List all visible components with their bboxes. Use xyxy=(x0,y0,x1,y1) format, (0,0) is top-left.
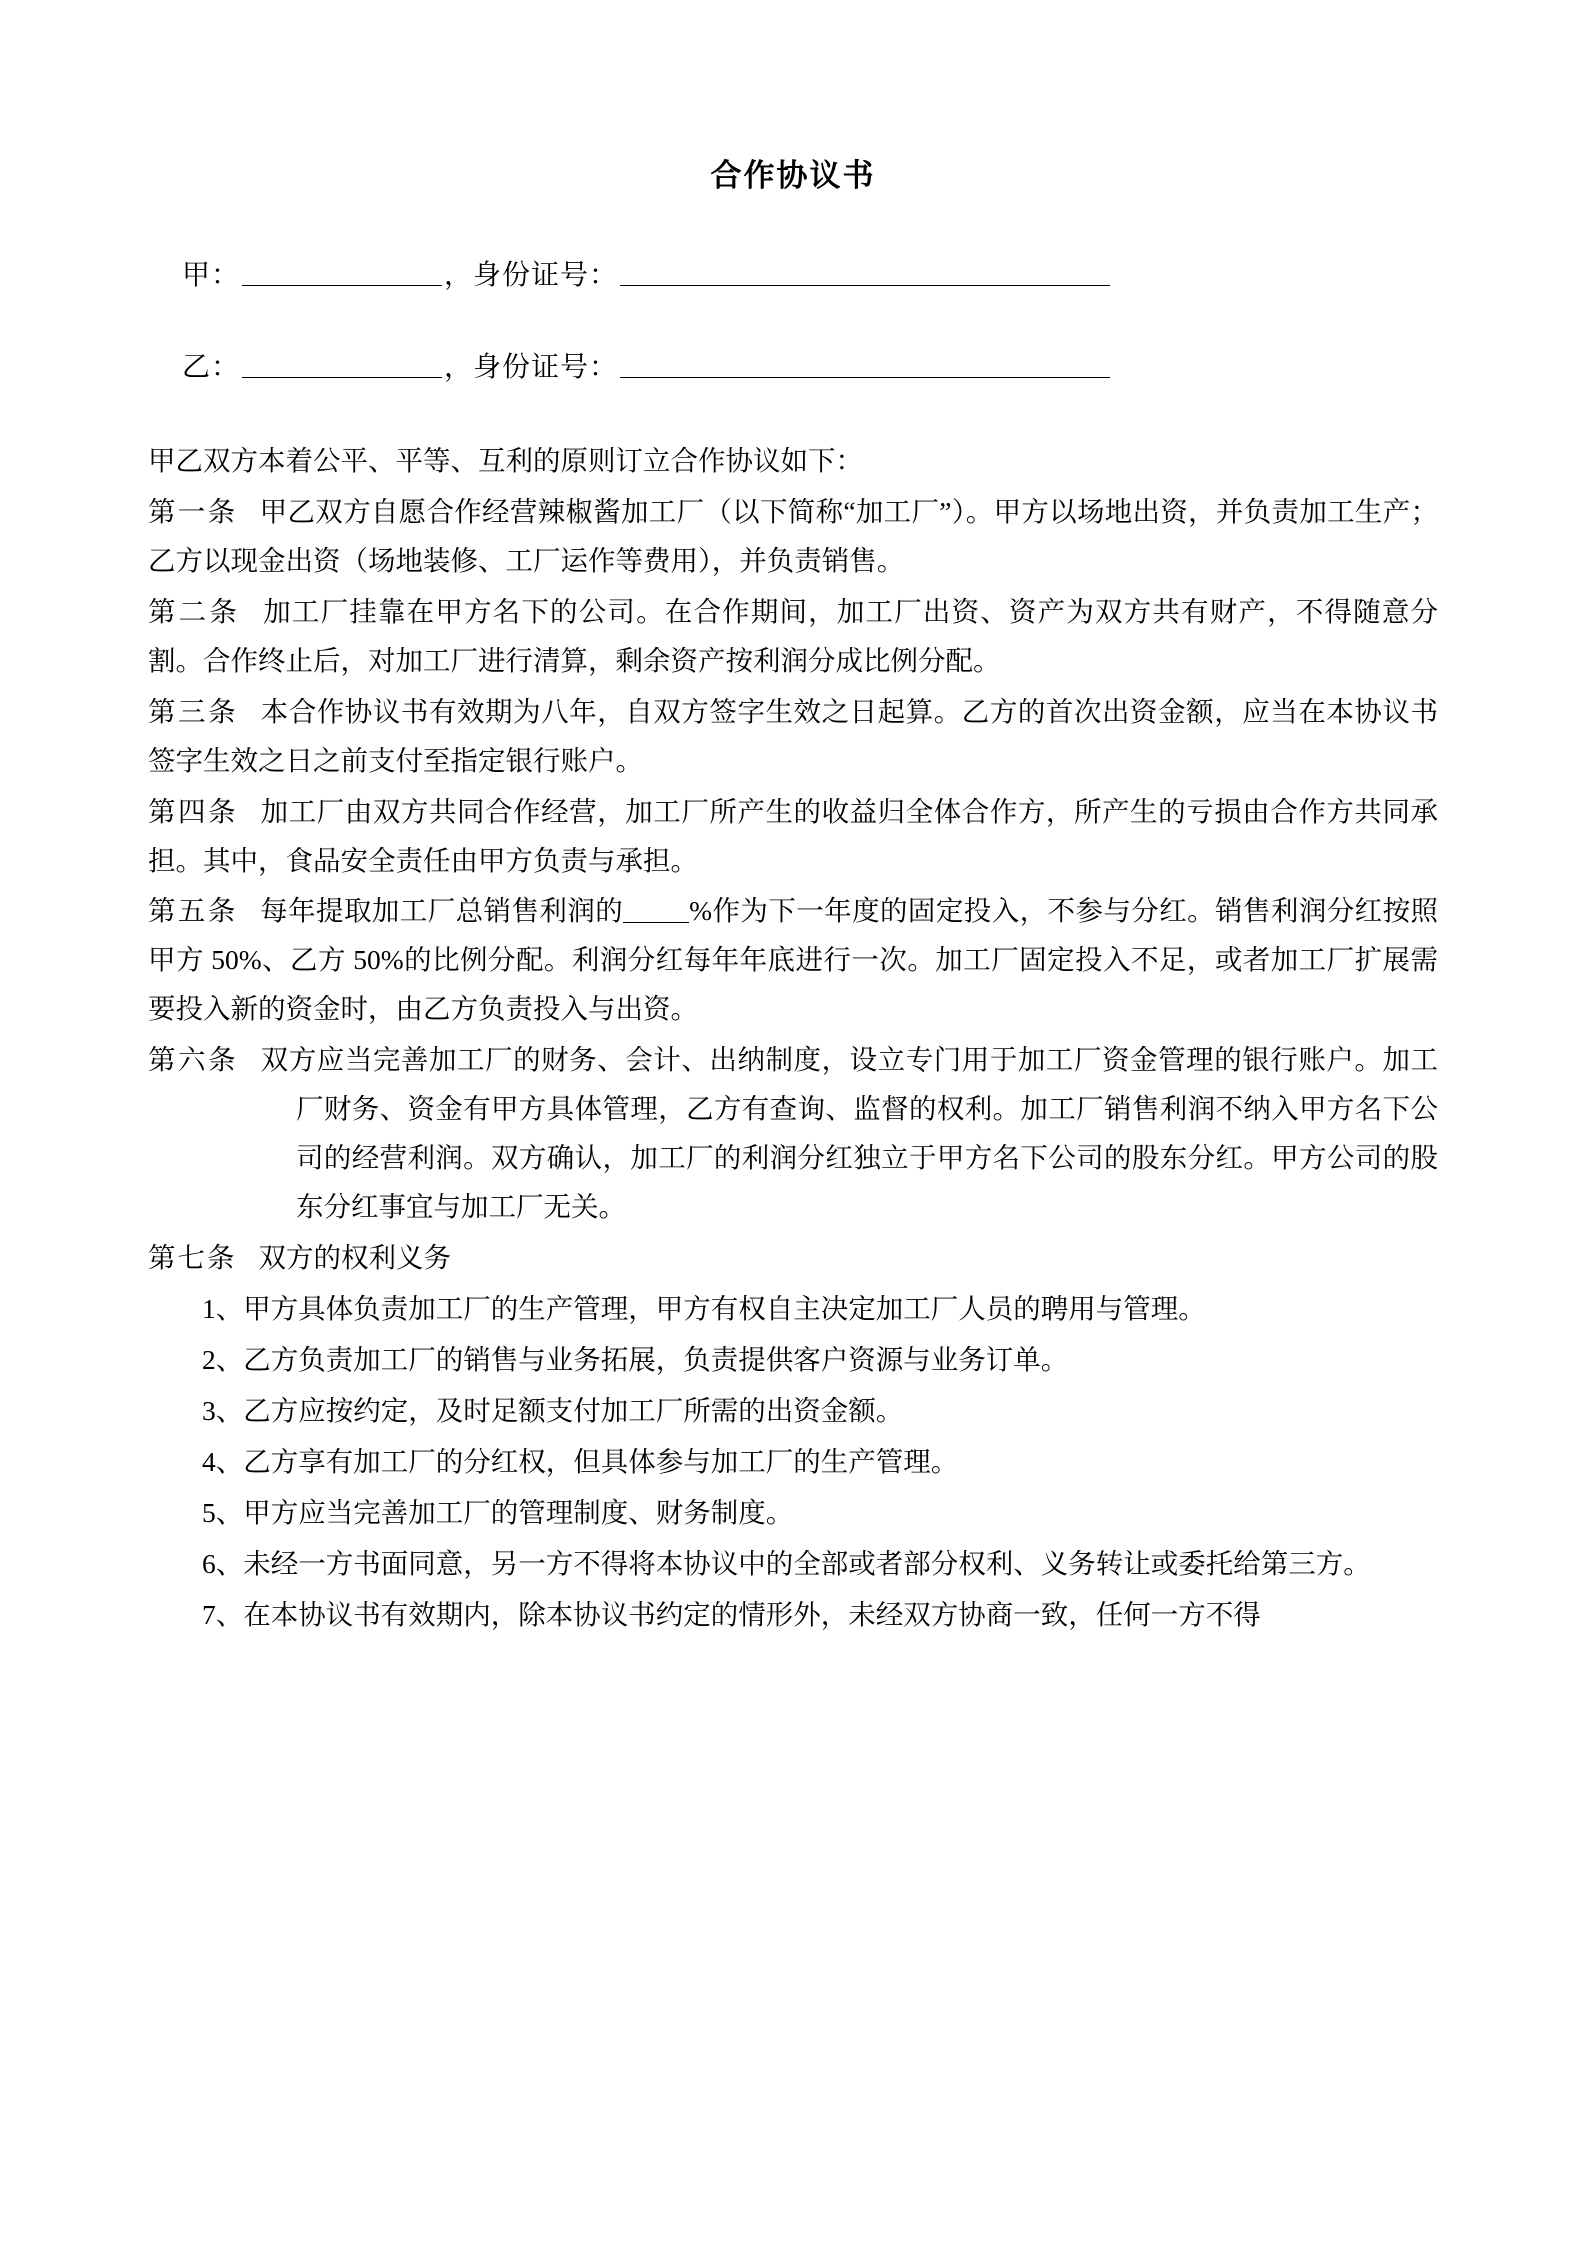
clause-7-text: 双方的权利义务 xyxy=(258,1242,451,1273)
party-jia-id-blank[interactable] xyxy=(620,256,1110,286)
clause-3 xyxy=(148,688,1438,786)
clause-5-text-after-blank: %作为下一年度的固定投入，不参与分红。销售利润分红按照甲方 50%、乙方 50%的比例分配。利润分红每年年底进行一次。加工厂固定投入不足，或者加工厂扩展需要投入新的资金时，由乙方负责投入与出资。 xyxy=(148,895,1439,1025)
subitem-5: 5、甲方应当完善加工厂的管理制度、财务制度。 xyxy=(202,1496,794,1528)
clause-3-text: 本合作协议书有效期为八年，自双方签字生效之日起算。乙方的首次出资金额，应当在本协议书签字生效之日之前支付至指定银行账户。 xyxy=(148,695,1439,776)
subitem-6: 6、未经一方书面同意，另一方不得将本协议中的全部或者部分权利、义务转让或委托给第三方。 xyxy=(202,1547,1371,1579)
party-yi-id-label: ，身份证号： xyxy=(444,352,619,383)
intro-paragraph: 甲乙双方本着公平、平等、互利的原则订立合作协议如下： xyxy=(148,445,863,476)
clause-5 xyxy=(148,887,1438,1034)
clause-5-number: 第五条 xyxy=(148,895,238,927)
party-jia-label: 甲： xyxy=(182,260,241,291)
clause-2 xyxy=(148,588,1438,686)
party-jia-id-label: ，身份证号： xyxy=(444,260,619,291)
clause-1-number: 第一条 xyxy=(148,495,238,527)
clause-4-number: 第四条 xyxy=(148,795,239,827)
clause-1-text: 甲乙双方自愿合作经营辣椒酱加工厂（以下简称“加工厂”）。甲方以场地出资，并负责加工生产；乙方以现金出资（场地装修、工厂运作等费用），并负责销售。 xyxy=(148,495,1438,576)
clause-7-number: 第七条 xyxy=(148,1242,237,1273)
clause-4-text: 加工厂由双方共同合作经营，加工厂所产生的收益归全体合作方，所产生的亏损由合作方共同承担。其中，食品安全责任由甲方负责与承担。 xyxy=(148,795,1439,876)
clause-2-number: 第二条 xyxy=(148,595,241,627)
clause-5-text-before-blank: 每年提取加工厂总销售利润的 xyxy=(259,895,624,927)
party-yi-name-blank[interactable] xyxy=(242,348,442,378)
clause-3-number: 第三条 xyxy=(148,695,239,727)
clause-2-text: 加工厂挂靠在甲方名下的公司。在合作期间，加工厂出资、资产为双方共有财产，不得随意分割。合作终止后，对加工厂进行清算，剩余资产按利润分成比例分配。 xyxy=(148,595,1438,676)
party-yi-label: 乙： xyxy=(182,352,241,383)
clause-1 xyxy=(148,488,1438,586)
clause-6-number: 第六条 xyxy=(148,1044,239,1076)
clause-7 xyxy=(148,1234,1438,1283)
subitem-1: 1、甲方具体负责加工厂的生产管理，甲方有权自主决定加工厂人员的聘用与管理。 xyxy=(202,1292,1206,1324)
clause-6 xyxy=(148,1036,1438,1232)
party-yi-id-blank[interactable] xyxy=(620,348,1110,378)
party-line-yi xyxy=(148,345,1438,385)
party-jia-name-blank[interactable] xyxy=(242,256,442,286)
clause-4 xyxy=(148,788,1438,886)
subitem-4: 4、乙方享有加工厂的分红权，但具体参与加工厂的生产管理。 xyxy=(202,1445,959,1477)
clause-6-text: 双方应当完善加工厂的财务、会计、出纳制度，设立专门用于加工厂资金管理的银行账户。加工厂财务、资金有甲方具体管理，乙方有查询、监督的权利。加工厂销售利润不纳入甲方名下公司的经营利润。双方确认，加工厂的利润分红独立于甲方名下公司的股东分红。甲方公司的股东分红事宜与加工厂无关。 xyxy=(260,1044,1439,1223)
page-title: 合作协议书 xyxy=(710,158,876,193)
subitem-7: 7、在本协议书有效期内，除本协议书约定的情形外，未经双方协商一致，任何一方不得 xyxy=(202,1598,1261,1630)
profit-percent-blank[interactable] xyxy=(623,896,689,923)
subitem-3: 3、乙方应按约定，及时足额支付加工厂所需的出资金额。 xyxy=(202,1394,904,1426)
party-line-jia xyxy=(148,253,1438,293)
subitem-2: 2、乙方负责加工厂的销售与业务拓展，负责提供客户资源与业务订单。 xyxy=(202,1343,1069,1375)
